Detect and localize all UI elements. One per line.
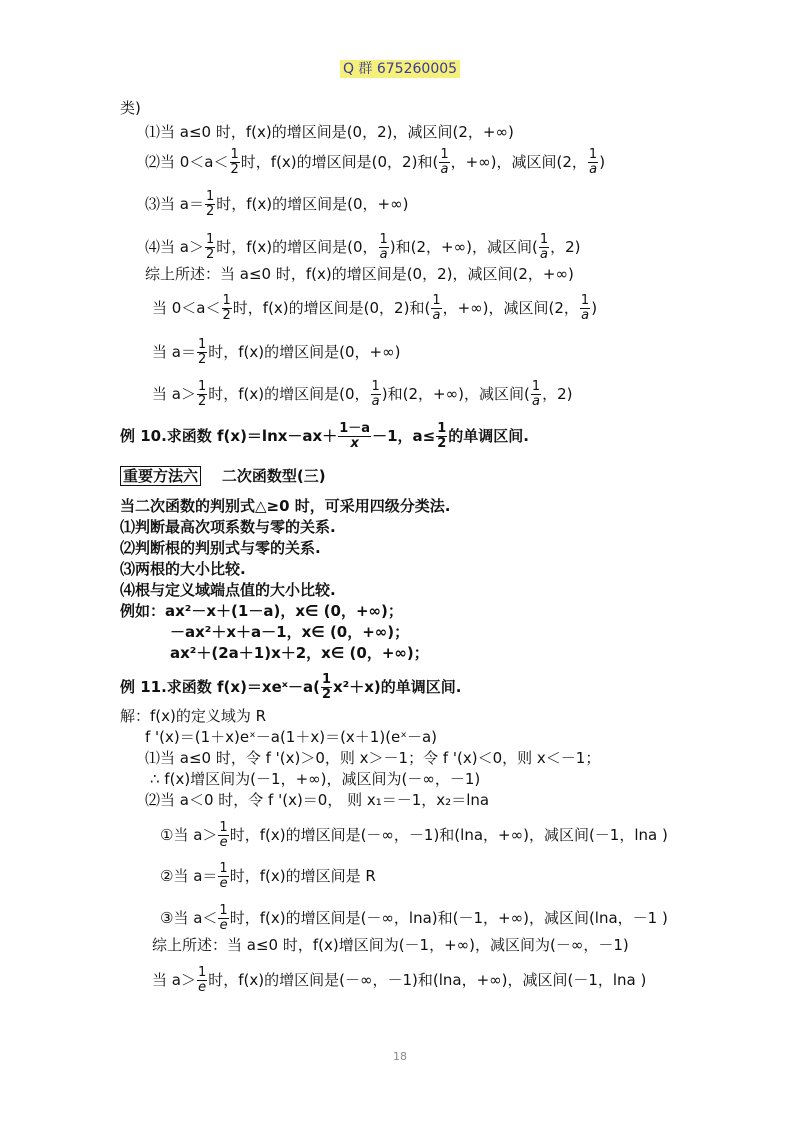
solution-summary-0: 综上所述：当 a≤0 时，f(x)增区间为(－1，+∞)，减区间为(－∞，－1) bbox=[152, 936, 629, 954]
method-line: ⑶两根的大小比较. bbox=[120, 560, 246, 578]
subcase-2: ②当 a＝ $\frac{1}{e}$ 时，f(x)的增区间是 R bbox=[160, 861, 376, 891]
fraction: $\frac{1}{e}$ bbox=[219, 861, 228, 891]
fraction: $\frac{1}{a}$ bbox=[432, 293, 441, 323]
solution-line: ∴ f(x)增区间为(－1，+∞)，减区间为(－∞，－1) bbox=[150, 770, 481, 788]
fraction: $\frac{1}{a}$ bbox=[580, 293, 590, 323]
fraction: $\frac{1}{a}$ bbox=[588, 147, 598, 177]
fraction: $\frac{1}{2}$ bbox=[205, 232, 215, 262]
fraction: $\frac{1}{2}$ bbox=[222, 293, 231, 323]
fraction: $\frac{1}{e}$ bbox=[197, 965, 207, 995]
method-example: ax²＋(2a＋1)x＋2，x∈ (0，+∞)； bbox=[170, 644, 429, 662]
fraction: $\frac{1}{2}$ bbox=[321, 672, 331, 702]
fraction: $\frac{1}{a}$ bbox=[531, 379, 541, 409]
case-line-2: ⑵当 0＜a＜ $\frac{1}{2}$ 时，f(x)的增区间是(0，2)和( $\frac{1}{a}$ ，+∞)，减区间(2， $\frac{1}{a}$ ) bbox=[145, 147, 606, 177]
solution-line: f '(x)＝(1＋x)eˣ－a(1＋x)＝(x＋1)(eˣ－a) bbox=[145, 728, 437, 746]
example-10: 例 10.求函数 f(x)＝lnx－ax＋ $\frac{1-a}{x}$ －1，a≤ $\frac{1}{2}$ 的单调区间. bbox=[120, 421, 529, 451]
fraction: $\frac{1}{2}$ bbox=[205, 189, 215, 219]
fraction: $\frac{1}{2}$ bbox=[230, 147, 239, 177]
case-line-3: ⑶当 a＝ $\frac{1}{2}$ 时，f(x)的增区间是(0，+∞) bbox=[145, 189, 409, 219]
page-number: 18 bbox=[393, 1050, 407, 1063]
solution-line: 解：f(x)的定义域为 R bbox=[120, 707, 267, 725]
method-title: 二次函数型(三) bbox=[221, 467, 326, 485]
example-11: 例 11.求函数 f(x)＝xeˣ－a( $\frac{1}{2}$ x²＋x)的单调区间. bbox=[120, 672, 462, 702]
header-tag: Q 群 675260005 bbox=[0, 58, 800, 78]
method-line: 当二次函数的判别式△≥0 时，可采用四级分类法. bbox=[120, 497, 451, 515]
subcase-1: ①当 a＞ $\frac{1}{e}$ 时，f(x)的增区间是(－∞，－1)和(lna，+∞)，减区间(－1，lna ) bbox=[160, 820, 668, 850]
subcase-3: ③当 a＜ $\frac{1}{e}$ 时，f(x)的增区间是(－∞，lna)和(－1，+∞)，减区间(lna，－1 ) bbox=[160, 903, 668, 933]
fraction: $\frac{1}{e}$ bbox=[219, 903, 228, 933]
solution-line: ⑵当 a＜0 时，令 f '(x)＝0， 则 x₁＝－1，x₂＝lna bbox=[145, 791, 490, 809]
summary-line-2: 当 a＝ $\frac{1}{2}$ 时，f(x)的增区间是(0，+∞) bbox=[152, 337, 401, 367]
fraction: $\frac{1}{2}$ bbox=[197, 337, 207, 367]
summary-line-1: 当 0＜a＜ $\frac{1}{2}$ 时，f(x)的增区间是(0，2)和( $\frac{1}{a}$ ，+∞)，减区间(2， $\frac{1}{a}$ ) bbox=[152, 293, 598, 323]
method-box: 重要方法六 bbox=[120, 466, 201, 486]
method-line: ⑷根与定义域端点值的大小比较. bbox=[120, 581, 336, 599]
cont-label: 类) bbox=[120, 99, 141, 117]
fraction: $\frac{1}{2}$ bbox=[437, 421, 447, 451]
summary-line-3: 当 a＞ $\frac{1}{2}$ 时，f(x)的增区间是(0， $\frac{1}{a}$ )和(2，+∞)，减区间( $\frac{1}{a}$ ，2) bbox=[152, 379, 573, 409]
fraction: $\frac{1-a}{x}$ bbox=[339, 421, 371, 451]
fraction: $\frac{1}{a}$ bbox=[440, 147, 449, 177]
fraction: $\frac{1}{a}$ bbox=[379, 232, 388, 262]
method-line: ⑵判断根的判别式与零的关系. bbox=[120, 539, 321, 557]
method-heading bbox=[120, 466, 326, 486]
case-line-4: ⑷当 a＞ $\frac{1}{2}$ 时，f(x)的增区间是(0， $\frac{1}{a}$ )和(2，+∞)，减区间( $\frac{1}{a}$ ，2) bbox=[145, 232, 581, 262]
method-example: 例如：ax²－x＋(1－a)，x∈ (0，+∞)； bbox=[120, 602, 403, 620]
solution-line: ⑴当 a≤0 时，令 f '(x)＞0，则 x＞－1；令 f '(x)＜0，则 x＜－1； bbox=[145, 749, 601, 767]
fraction: $\frac{1}{e}$ bbox=[219, 820, 228, 850]
fraction: $\frac{1}{2}$ bbox=[197, 379, 207, 409]
solution-summary-1: 当 a＞ $\frac{1}{e}$ 时，f(x)的增区间是(－∞，－1)和(lna，+∞)，减区间(－1，lna ) bbox=[152, 965, 647, 995]
case-line-1: ⑴当 a≤0 时，f(x)的增区间是(0，2)，减区间(2，+∞) bbox=[145, 123, 514, 141]
fraction: $\frac{1}{a}$ bbox=[371, 379, 380, 409]
fraction: $\frac{1}{a}$ bbox=[539, 232, 549, 262]
method-line: ⑴判断最高次项系数与零的关系. bbox=[120, 518, 336, 536]
summary-line-0: 综上所述：当 a≤0 时，f(x)的增区间是(0，2)，减区间(2，+∞) bbox=[145, 265, 574, 283]
method-example: －ax²＋x＋a－1，x∈ (0，+∞)； bbox=[170, 623, 410, 641]
